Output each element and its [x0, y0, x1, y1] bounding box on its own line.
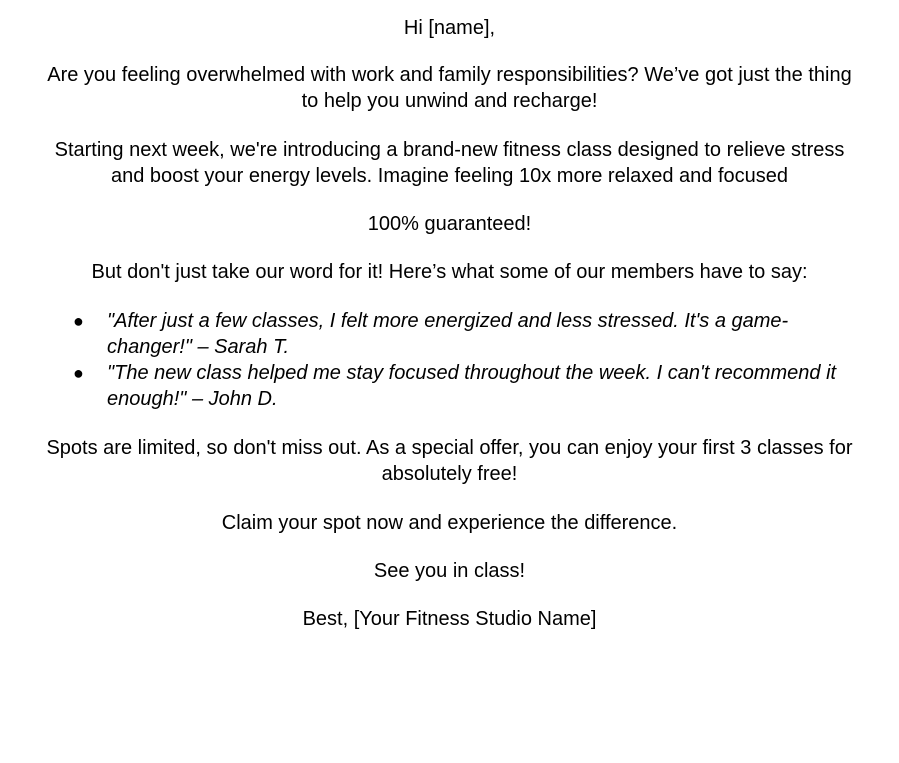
offer-paragraph: Spots are limited, so don't miss out. As a special offer, you can enjoy your first 3 classes for absolutely free! [46, 437, 853, 485]
testimonial-list [0, 308, 899, 412]
testimonial-item [0, 308, 847, 360]
call-to-action-text: Claim your spot now and experience the difference. [221, 512, 678, 534]
intro-paragraph: Are you feeling overwhelmed with work and family responsibilities? We’ve got just the thing to help you unwind and recharge! [47, 64, 852, 112]
greeting-text: Hi [name], [403, 17, 496, 39]
signoff-text: Best, [Your Fitness Studio Name] [302, 608, 597, 630]
testimonial-item [0, 360, 847, 412]
testimonial-quote: "The new class helped me stay focused throughout the week. I can't recommend it enough!" – John D. [107, 362, 837, 410]
closing-text: See you in class! [373, 560, 526, 582]
guarantee-text: 100% guaranteed! [367, 213, 532, 235]
announcement-paragraph: Starting next week, we're introducing a brand-new fitness class designed to relieve stress and boost your energy levels. Imagine feeling 10x more relaxed and focused [54, 139, 845, 187]
testimonial-quote: "After just a few classes, I felt more energized and less stressed. It's a game-changer!" – Sarah T. [107, 310, 789, 358]
bullet-icon: ● [73, 363, 84, 383]
testimonial-intro-text: But don't just take our word for it! Here’s what some of our members have to say: [91, 261, 808, 283]
bullet-icon: ● [73, 311, 84, 331]
